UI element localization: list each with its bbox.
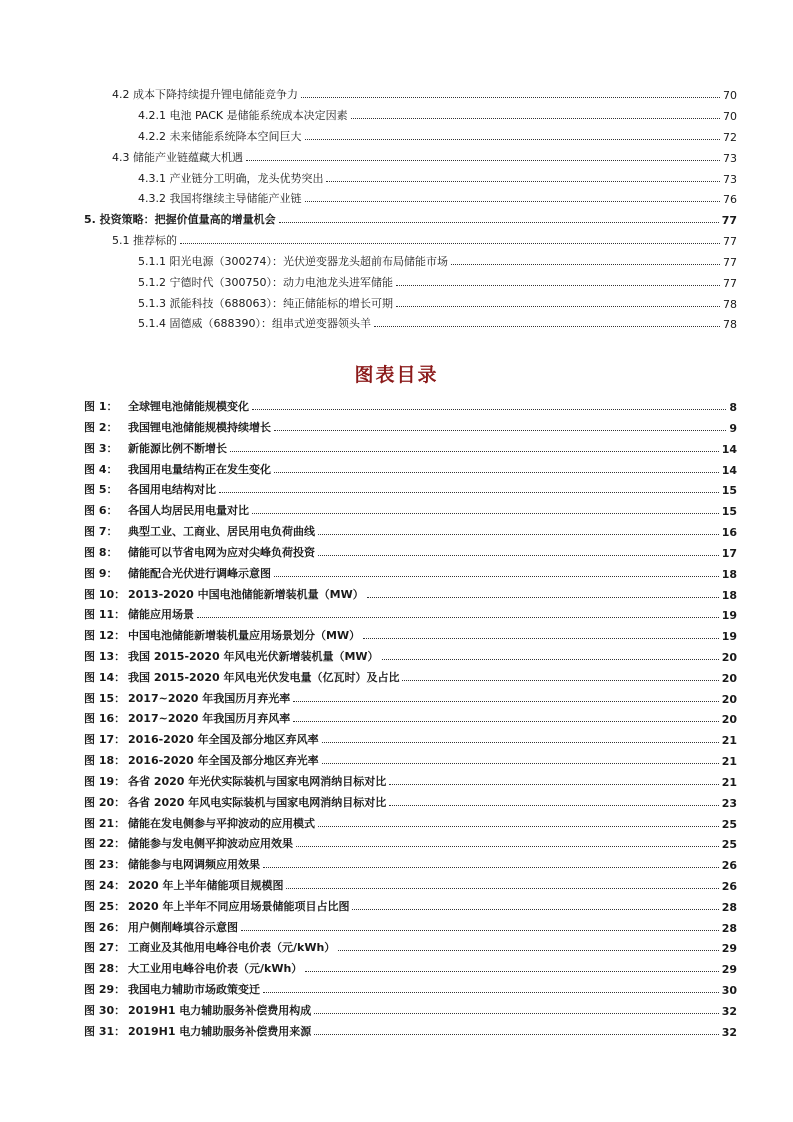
toc-entry[interactable]: [0, 188, 793, 206]
toc-entry[interactable]: [0, 251, 793, 269]
dot-leader: [274, 430, 726, 431]
dot-leader: [351, 118, 720, 119]
figure-title: 2016-2020 年全国及部分地区弃光率: [128, 754, 319, 767]
dot-leader: [374, 326, 720, 327]
toc-entry-title: 4.2 成本下降持续提升锂电储能竞争力: [112, 88, 298, 101]
dot-leader: [286, 888, 718, 889]
toc-entry-title: 5.1.2 宁德时代（300750）：动力电池龙头进军储能: [138, 276, 393, 289]
figure-page: 28: [721, 922, 737, 935]
figure-title: 2020 年上半年不同应用场景储能项目占比图: [128, 900, 350, 913]
dot-leader: [305, 139, 721, 140]
figure-title: 2017~2020 年我国历月弃风率: [128, 712, 291, 725]
toc-entry-page: 77: [723, 235, 737, 248]
dot-leader: [230, 451, 719, 452]
figure-label: 图 28：: [84, 962, 126, 975]
figure-label: 图 8：: [84, 546, 118, 559]
toc-entry[interactable]: [0, 230, 793, 248]
figure-label: 图 21：: [84, 817, 126, 830]
figure-entry[interactable]: [0, 979, 793, 997]
dot-leader: [389, 805, 718, 806]
figure-page: 16: [721, 526, 737, 539]
figure-page: 21: [721, 776, 737, 789]
figure-title: 2019H1 电力辅助服务补偿费用来源: [128, 1025, 312, 1038]
dot-leader: [396, 306, 720, 307]
figure-label: 图 22：: [84, 837, 126, 850]
toc-entry-title: 4.3.2 我国将继续主导储能产业链: [138, 192, 302, 205]
figure-title: 各国用电结构对比: [128, 483, 216, 496]
figure-label: 图 12：: [84, 629, 126, 642]
figure-page: 32: [721, 1026, 737, 1039]
figure-label: 图 7：: [84, 525, 118, 538]
figure-title: 储能可以节省电网为应对尖峰负荷投资: [128, 546, 315, 559]
toc-entry-title: 5.1.1 阳光电源（300274）：光伏逆变器龙头超前布局储能市场: [138, 255, 448, 268]
figure-label: 图 31：: [84, 1025, 126, 1038]
figure-title: 2019H1 电力辅助服务补偿费用构成: [128, 1004, 312, 1017]
figure-entry[interactable]: [0, 750, 793, 768]
toc-entry-title: 4.3.1 产业链分工明确，龙头优势突出: [138, 172, 324, 185]
figure-label: 图 2：: [84, 421, 118, 434]
toc-entry[interactable]: [0, 209, 793, 227]
figure-label: 图 18：: [84, 754, 126, 767]
figure-page: 18: [721, 589, 737, 602]
dot-leader: [318, 826, 719, 827]
toc-entry-page: 76: [723, 193, 737, 206]
toc-entry[interactable]: [0, 147, 793, 165]
toc-entry-page: 77: [723, 277, 737, 290]
figure-page: 9: [729, 422, 737, 435]
dot-leader: [352, 909, 718, 910]
dot-leader: [219, 492, 719, 493]
figure-title: 2017~2020 年我国历月弃光率: [128, 692, 291, 705]
figure-label: 图 26：: [84, 921, 126, 934]
figure-entry[interactable]: [0, 500, 793, 518]
figure-page: 29: [721, 963, 737, 976]
toc-entry-page: 78: [723, 318, 737, 331]
figure-label: 图 11：: [84, 608, 126, 621]
toc-entry-title: 4.2.2 未来储能系统降本空间巨大: [138, 130, 302, 143]
toc-entry[interactable]: [0, 272, 793, 290]
toc-entry-page: 70: [723, 110, 737, 123]
figure-page: 17: [721, 547, 737, 560]
figure-title: 储能配合光伏进行调峰示意图: [128, 567, 271, 580]
figure-label: 图 16：: [84, 712, 126, 725]
figure-label: 图 27：: [84, 941, 126, 954]
figure-label: 图 4：: [84, 463, 118, 476]
dot-leader: [322, 742, 719, 743]
dot-leader: [301, 97, 720, 98]
figure-page: 21: [721, 755, 737, 768]
toc-entry-title: 5. 投资策略：把握价值量高的增量机会: [84, 213, 276, 226]
figure-label: 图 25：: [84, 900, 126, 913]
figure-title: 我国锂电池储能规模持续增长: [128, 421, 271, 434]
figure-page: 25: [721, 818, 737, 831]
dot-leader: [263, 992, 719, 993]
dot-leader: [274, 472, 719, 473]
figure-page: 20: [721, 672, 737, 685]
dot-leader: [318, 534, 719, 535]
figure-title: 储能参与发电侧平抑波动应用效果: [128, 837, 293, 850]
dot-leader: [241, 930, 719, 931]
dot-leader: [197, 617, 719, 618]
figure-entry[interactable]: [0, 563, 793, 581]
dot-leader: [396, 285, 720, 286]
figure-label: 图 30：: [84, 1004, 126, 1017]
figure-entry[interactable]: [0, 958, 793, 976]
figure-page: 26: [721, 880, 737, 893]
toc-entry-page: 70: [723, 89, 737, 102]
figure-title: 各省 2020 年光伏实际装机与国家电网消纳目标对比: [128, 775, 387, 788]
figure-entry[interactable]: [0, 479, 793, 497]
figure-entry[interactable]: [0, 688, 793, 706]
figure-title: 中国电池储能新增装机量应用场景划分（MW）: [128, 629, 361, 642]
figure-title: 储能在发电侧参与平抑波动的应用模式: [128, 817, 315, 830]
dot-leader: [279, 222, 719, 223]
figure-page: 19: [721, 630, 737, 643]
dot-leader: [314, 1013, 718, 1014]
figure-entry[interactable]: [0, 667, 793, 685]
toc-entry-title: 5.1 推荐标的: [112, 234, 177, 247]
dot-leader: [305, 971, 718, 972]
figure-title: 2016-2020 年全国及部分地区弃风率: [128, 733, 319, 746]
figures-list-title: 图表目录: [354, 364, 439, 386]
figure-label: 图 1：: [84, 400, 118, 413]
figure-page: 15: [721, 505, 737, 518]
dot-leader: [326, 181, 720, 182]
figure-entry[interactable]: [0, 813, 793, 831]
figure-entry[interactable]: [0, 625, 793, 643]
figure-title: 大工业用电峰谷电价表（元/kWh）: [128, 962, 303, 975]
figure-label: 图 23：: [84, 858, 126, 871]
figure-page: 29: [721, 942, 737, 955]
figure-title: 2020 年上半年储能项目规模图: [128, 879, 284, 892]
figure-entry[interactable]: [0, 459, 793, 477]
dot-leader: [382, 659, 719, 660]
figure-title: 全球锂电池储能规模变化: [128, 400, 249, 413]
toc-entry-title: 4.3 储能产业链蕴藏大机遇: [112, 151, 243, 164]
figure-entry[interactable]: [0, 604, 793, 622]
figure-entry[interactable]: [0, 646, 793, 664]
toc-entry[interactable]: [0, 168, 793, 186]
figure-entry[interactable]: [0, 917, 793, 935]
figure-label: 图 29：: [84, 983, 126, 996]
toc-entry-title: 5.1.4 固德威（688390）：组串式逆变器领头羊: [138, 317, 371, 330]
dot-leader: [318, 555, 719, 556]
figure-label: 图 10：: [84, 588, 126, 601]
dot-leader: [263, 867, 719, 868]
dot-leader: [252, 409, 726, 410]
figure-title: 我国 2015-2020 年风电光伏新增装机量（MW）: [128, 650, 379, 663]
figure-entry[interactable]: [0, 875, 793, 893]
toc-entry-page: 72: [723, 131, 737, 144]
figure-title: 2013-2020 中国电池储能新增装机量（MW）: [128, 588, 364, 601]
figure-label: 图 5：: [84, 483, 118, 496]
toc-entry-page: 77: [721, 214, 737, 227]
figure-entry[interactable]: [0, 1021, 793, 1039]
figure-title: 典型工业、工商业、居民用电负荷曲线: [128, 525, 315, 538]
figure-label: 图 20：: [84, 796, 126, 809]
toc-entry-page: 73: [723, 173, 737, 186]
figure-title: 工商业及其他用电峰谷电价表（元/kWh）: [128, 941, 336, 954]
toc-entry[interactable]: [0, 105, 793, 123]
figure-page: 25: [721, 838, 737, 851]
dot-leader: [389, 784, 718, 785]
figure-page: 15: [721, 484, 737, 497]
figure-page: 32: [721, 1005, 737, 1018]
figure-page: 20: [721, 693, 737, 706]
dot-leader: [252, 513, 719, 514]
figure-entry[interactable]: [0, 937, 793, 955]
figure-entry[interactable]: [0, 729, 793, 747]
toc-entry-page: 73: [723, 152, 737, 165]
figure-label: 图 19：: [84, 775, 126, 788]
dot-leader: [322, 763, 719, 764]
dot-leader: [296, 846, 719, 847]
figure-title: 各国人均居民用电量对比: [128, 504, 249, 517]
figure-entry[interactable]: [0, 417, 793, 435]
figure-entry[interactable]: [0, 521, 793, 539]
toc-entry[interactable]: [0, 313, 793, 331]
figure-label: 图 13：: [84, 650, 126, 663]
figure-entry[interactable]: [0, 438, 793, 456]
figure-entry[interactable]: [0, 792, 793, 810]
figure-title: 储能应用场景: [128, 608, 194, 621]
figure-entry[interactable]: [0, 396, 793, 414]
figure-page: 23: [721, 797, 737, 810]
dot-leader: [180, 243, 720, 244]
figure-entry[interactable]: [0, 771, 793, 789]
figure-label: 图 3：: [84, 442, 118, 455]
figure-page: 30: [721, 984, 737, 997]
figure-entry[interactable]: [0, 1000, 793, 1018]
figure-page: 18: [721, 568, 737, 581]
figure-label: 图 14：: [84, 671, 126, 684]
figure-entry[interactable]: [0, 833, 793, 851]
dot-leader: [402, 680, 718, 681]
toc-entry-title: 5.1.3 派能科技（688063）：纯正储能标的增长可期: [138, 297, 393, 310]
figure-label: 图 9：: [84, 567, 118, 580]
dot-leader: [314, 1034, 718, 1035]
dot-leader: [293, 701, 718, 702]
toc-entry-title: 4.2.1 电池 PACK 是储能系统成本决定因素: [138, 109, 348, 122]
dot-leader: [367, 597, 719, 598]
figure-page: 20: [721, 713, 737, 726]
figure-title: 用户侧削峰填谷示意图: [128, 921, 238, 934]
figure-page: 21: [721, 734, 737, 747]
figure-entry[interactable]: [0, 854, 793, 872]
toc-entry-page: 77: [723, 256, 737, 269]
figure-entry[interactable]: [0, 542, 793, 560]
figure-page: 14: [721, 443, 737, 456]
figure-title: 新能源比例不断增长: [128, 442, 227, 455]
figure-page: 20: [721, 651, 737, 664]
figure-title: 储能参与电网调频应用效果: [128, 858, 260, 871]
figure-label: 图 6：: [84, 504, 118, 517]
dot-leader: [305, 201, 721, 202]
dot-leader: [338, 950, 718, 951]
dot-leader: [451, 264, 720, 265]
figure-entry[interactable]: [0, 584, 793, 602]
figure-title: 我国 2015-2020 年风电光伏发电量（亿瓦时）及占比: [128, 671, 400, 684]
figure-label: 图 24：: [84, 879, 126, 892]
toc-entry[interactable]: [0, 84, 793, 102]
dot-leader: [293, 721, 718, 722]
figure-entry[interactable]: [0, 708, 793, 726]
figure-entry[interactable]: [0, 896, 793, 914]
dot-leader: [363, 638, 719, 639]
figure-title: 我国用电量结构正在发生变化: [128, 463, 271, 476]
figure-label: 图 15：: [84, 692, 126, 705]
figure-page: 28: [721, 901, 737, 914]
figure-label: 图 17：: [84, 733, 126, 746]
toc-entry-page: 78: [723, 298, 737, 311]
figure-page: 14: [721, 464, 737, 477]
figure-title: 我国电力辅助市场政策变迁: [128, 983, 260, 996]
dot-leader: [246, 160, 720, 161]
figure-title: 各省 2020 年风电实际装机与国家电网消纳目标对比: [128, 796, 387, 809]
figure-page: 26: [721, 859, 737, 872]
dot-leader: [274, 576, 719, 577]
toc-entry[interactable]: [0, 293, 793, 311]
figure-page: 19: [721, 609, 737, 622]
figure-page: 8: [729, 401, 737, 414]
toc-entry[interactable]: [0, 126, 793, 144]
